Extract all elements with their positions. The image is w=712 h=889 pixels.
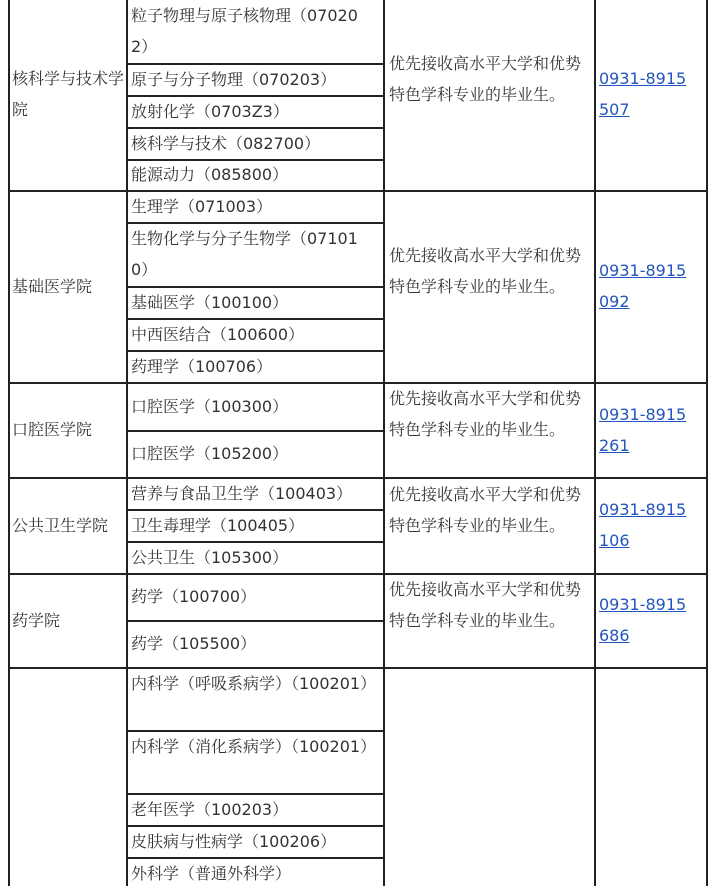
row-border xyxy=(126,620,385,622)
column-border xyxy=(8,0,10,886)
contact-phone xyxy=(599,589,689,651)
admission-note: 优先接收高水平大学和优势特色学科专业的毕业生。 xyxy=(389,389,582,439)
major-item: 口腔医学（100300） xyxy=(131,396,289,416)
phone-link[interactable]: 0931-8915092 xyxy=(599,261,687,311)
college-name: 核科学与技术学院 xyxy=(12,69,125,119)
group-border xyxy=(8,477,708,479)
column-border xyxy=(594,0,596,886)
contact-phone xyxy=(599,494,689,556)
college-name: 药学院 xyxy=(12,610,61,630)
phone-link[interactable]: 0931-8915106 xyxy=(599,500,687,550)
major-item: 药学（100700） xyxy=(131,587,257,606)
group-border xyxy=(8,190,708,192)
major-item: 生理学（071003） xyxy=(131,196,273,216)
phone-link[interactable]: 0931-8915261 xyxy=(599,404,687,455)
row-border xyxy=(126,430,385,432)
major-item: 皮肤病与性病学（100206） xyxy=(131,831,337,851)
contact-phone xyxy=(599,399,689,461)
college-name: 公共卫生学院 xyxy=(12,515,109,535)
admission-note: 优先接收高水平大学和优势特色学科专业的毕业生。 xyxy=(389,245,582,296)
major-item: 营养与食品卫生学（100403） xyxy=(131,483,353,503)
college-name: 基础医学院 xyxy=(12,276,93,296)
major-item: 放射化学（0703Z3） xyxy=(131,101,289,121)
column-border xyxy=(126,0,128,886)
major-item: 外科学（普通外科学） xyxy=(131,864,292,883)
major-item: 中西医结合（100600） xyxy=(131,324,305,344)
admission-note: 优先接收高水平大学和优势特色学科专业的毕业生。 xyxy=(389,53,582,104)
column-border xyxy=(706,0,708,886)
college-name: 口腔医学院 xyxy=(12,420,93,439)
admission-note: 优先接收高水平大学和优势特色学科专业的毕业生。 xyxy=(389,484,582,535)
major-item: 内科学（消化系病学）（100201） xyxy=(131,736,377,756)
major-item: 老年医学（100203） xyxy=(131,799,289,819)
column-border xyxy=(383,0,385,886)
major-item: 基础医学（100100） xyxy=(131,292,289,312)
major-item: 口腔医学（105200） xyxy=(131,444,289,463)
phone-link[interactable]: 0931-8915507 xyxy=(599,69,687,119)
major-item: 内科学（呼吸系病学）（100201） xyxy=(131,673,377,693)
contact-phone xyxy=(599,63,689,125)
major-item: 原子与分子物理（070203） xyxy=(131,69,337,89)
major-item: 药学（105500） xyxy=(131,634,257,653)
major-item: 公共卫生（105300） xyxy=(131,547,289,567)
contact-phone xyxy=(599,255,689,317)
major-item: 粒子物理与原子核物理（070202） xyxy=(131,5,358,56)
major-item: 核科学与技术（082700） xyxy=(131,133,321,153)
major-item: 药理学（100706） xyxy=(131,356,273,376)
group-border xyxy=(8,573,708,575)
major-item: 卫生毒理学（100405） xyxy=(131,515,305,535)
major-item: 能源动力（085800） xyxy=(131,165,289,184)
group-border xyxy=(8,382,708,384)
major-item: 生物化学与分子生物学（071010） xyxy=(131,229,358,279)
phone-link[interactable]: 0931-8915686 xyxy=(599,595,687,645)
admission-note: 优先接收高水平大学和优势特色学科专业的毕业生。 xyxy=(389,579,582,630)
